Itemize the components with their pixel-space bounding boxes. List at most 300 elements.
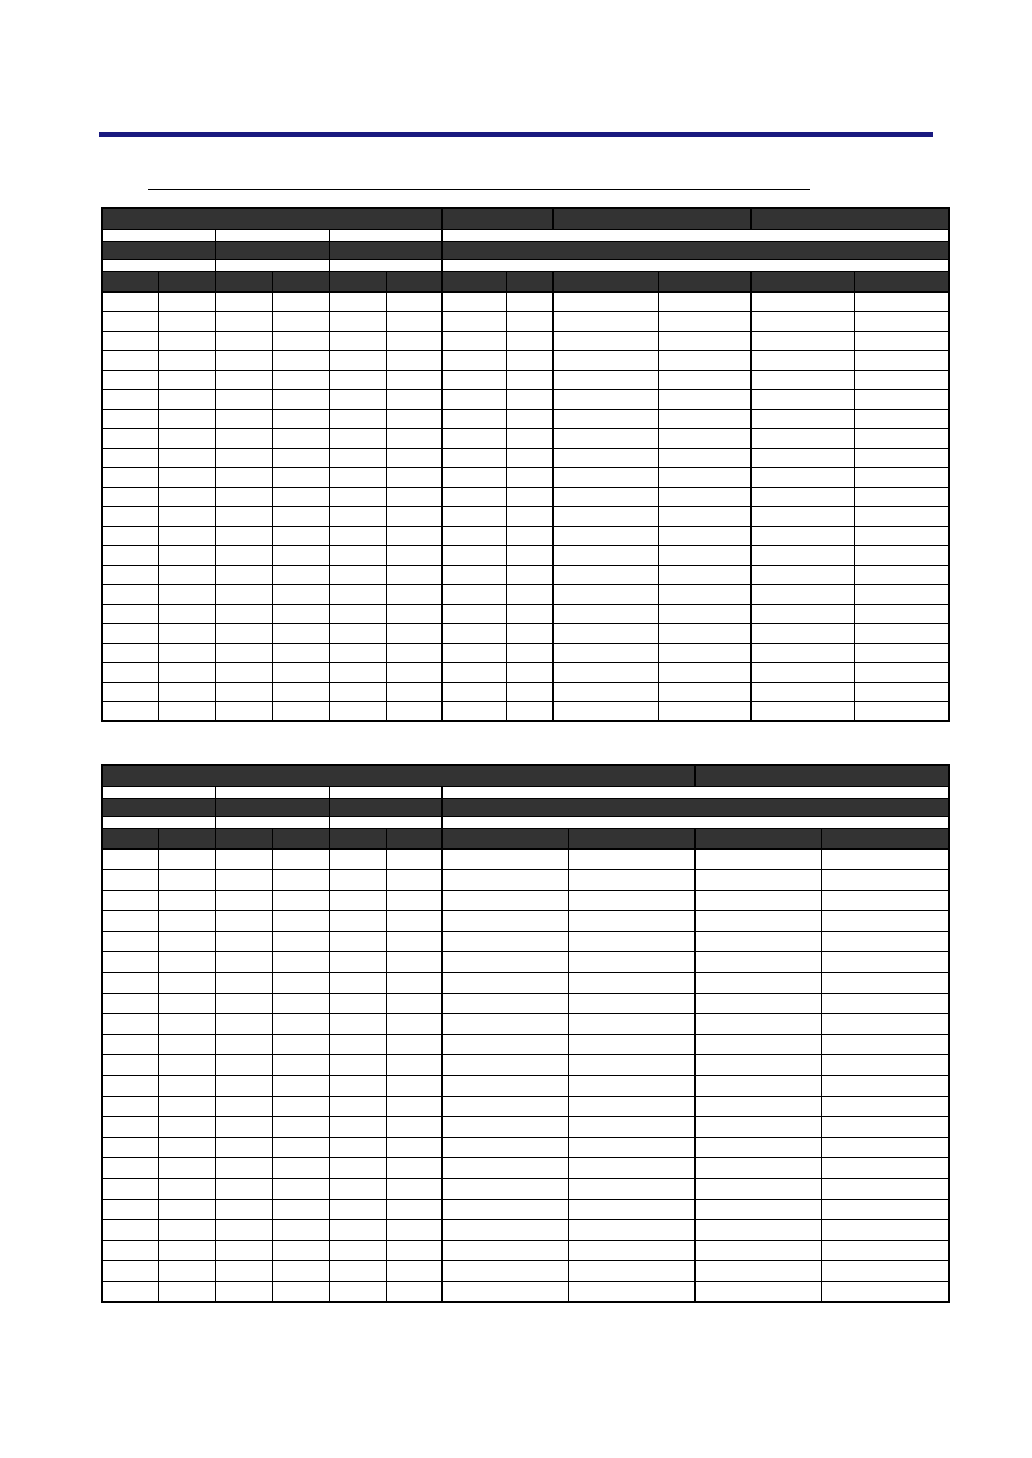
table-cell[interactable] xyxy=(272,429,329,449)
table-cell[interactable] xyxy=(102,507,158,527)
table-cell[interactable] xyxy=(102,585,158,605)
table-cell[interactable] xyxy=(854,507,949,527)
table-cell[interactable] xyxy=(442,663,506,683)
table-cell[interactable] xyxy=(386,1034,442,1055)
table-cell[interactable] xyxy=(442,624,506,644)
table-cell[interactable] xyxy=(329,890,386,911)
table-cell[interactable] xyxy=(329,585,386,605)
table-cell[interactable] xyxy=(272,351,329,371)
table-cell[interactable] xyxy=(386,1158,442,1179)
table-cell[interactable] xyxy=(751,507,854,527)
table-cell[interactable] xyxy=(386,1220,442,1241)
table-cell[interactable] xyxy=(329,1281,386,1302)
table-cell[interactable] xyxy=(215,624,272,644)
table-cell[interactable] xyxy=(329,565,386,585)
table-cell[interactable] xyxy=(158,351,215,371)
table-cell[interactable] xyxy=(158,448,215,468)
table-cell[interactable] xyxy=(215,1034,272,1055)
table-cell[interactable] xyxy=(272,702,329,722)
table-cell[interactable] xyxy=(158,1096,215,1117)
table-cell[interactable] xyxy=(215,931,272,952)
table-cell[interactable] xyxy=(506,526,553,546)
table-cell[interactable] xyxy=(158,1117,215,1138)
table-cell[interactable] xyxy=(329,1076,386,1097)
table-cell[interactable] xyxy=(751,546,854,566)
table-cell[interactable] xyxy=(386,604,442,624)
table-cell[interactable] xyxy=(272,911,329,932)
table-cell[interactable] xyxy=(386,585,442,605)
table-cell[interactable] xyxy=(102,292,158,312)
table-cell[interactable] xyxy=(821,1014,949,1035)
table-cell[interactable] xyxy=(386,409,442,429)
table-cell[interactable] xyxy=(553,682,658,702)
table-cell[interactable] xyxy=(751,585,854,605)
table-cell[interactable] xyxy=(329,526,386,546)
table-cell[interactable] xyxy=(158,973,215,994)
table-cell[interactable] xyxy=(821,1076,949,1097)
table-cell[interactable] xyxy=(695,870,821,891)
table-cell[interactable] xyxy=(158,1014,215,1035)
table-cell[interactable] xyxy=(272,973,329,994)
table-cell[interactable] xyxy=(506,663,553,683)
table-cell[interactable] xyxy=(386,1240,442,1261)
table-cell[interactable] xyxy=(695,1281,821,1302)
table-cell[interactable] xyxy=(821,1158,949,1179)
table-cell[interactable] xyxy=(553,448,658,468)
table-cell[interactable] xyxy=(272,448,329,468)
table-cell[interactable] xyxy=(442,973,568,994)
table-cell[interactable] xyxy=(329,546,386,566)
table-cell[interactable] xyxy=(821,1034,949,1055)
table-cell[interactable] xyxy=(215,292,272,312)
table-cell[interactable] xyxy=(329,911,386,932)
table-cell[interactable] xyxy=(658,643,751,663)
table-cell[interactable] xyxy=(158,487,215,507)
table-cell[interactable] xyxy=(695,1199,821,1220)
table-cell[interactable] xyxy=(329,487,386,507)
table-cell[interactable] xyxy=(386,702,442,722)
table-cell[interactable] xyxy=(102,487,158,507)
table-cell[interactable] xyxy=(658,624,751,644)
table-cell[interactable] xyxy=(506,702,553,722)
table-cell[interactable] xyxy=(329,351,386,371)
table-cell[interactable] xyxy=(215,351,272,371)
table-cell[interactable] xyxy=(442,1117,568,1138)
table-cell[interactable] xyxy=(442,1096,568,1117)
table-cell[interactable] xyxy=(158,429,215,449)
table-cell[interactable] xyxy=(272,487,329,507)
table-cell[interactable] xyxy=(854,682,949,702)
table-cell[interactable] xyxy=(158,526,215,546)
table-cell[interactable] xyxy=(158,1158,215,1179)
table-cell[interactable] xyxy=(102,973,158,994)
table-cell[interactable] xyxy=(215,526,272,546)
table-cell[interactable] xyxy=(658,702,751,722)
table-cell[interactable] xyxy=(215,952,272,973)
table-cell[interactable] xyxy=(442,849,568,870)
table-cell[interactable] xyxy=(568,911,695,932)
table-cell[interactable] xyxy=(854,604,949,624)
table-cell[interactable] xyxy=(821,1137,949,1158)
table-cell[interactable] xyxy=(553,702,658,722)
table-cell[interactable] xyxy=(215,390,272,410)
table-cell[interactable] xyxy=(272,468,329,488)
table-cell[interactable] xyxy=(386,682,442,702)
table-cell[interactable] xyxy=(506,312,553,332)
table-cell[interactable] xyxy=(215,643,272,663)
table-cell[interactable] xyxy=(329,292,386,312)
table-cell[interactable] xyxy=(442,1261,568,1282)
table-cell[interactable] xyxy=(442,1179,568,1200)
table-cell[interactable] xyxy=(102,546,158,566)
table-cell[interactable] xyxy=(553,487,658,507)
table-cell[interactable] xyxy=(568,973,695,994)
table-cell[interactable] xyxy=(506,546,553,566)
table-cell[interactable] xyxy=(329,849,386,870)
table-cell[interactable] xyxy=(158,870,215,891)
table-cell[interactable] xyxy=(386,931,442,952)
table-cell[interactable] xyxy=(442,1199,568,1220)
table-cell[interactable] xyxy=(695,993,821,1014)
table-cell[interactable] xyxy=(854,565,949,585)
table-cell[interactable] xyxy=(272,1199,329,1220)
table-cell[interactable] xyxy=(751,292,854,312)
table-cell[interactable] xyxy=(215,702,272,722)
table-cell[interactable] xyxy=(568,1096,695,1117)
table-cell[interactable] xyxy=(442,1014,568,1035)
table-cell[interactable] xyxy=(329,390,386,410)
table-cell[interactable] xyxy=(215,890,272,911)
table-cell[interactable] xyxy=(506,507,553,527)
table-cell[interactable] xyxy=(442,643,506,663)
table-cell[interactable] xyxy=(442,565,506,585)
table-cell[interactable] xyxy=(442,702,506,722)
table-cell[interactable] xyxy=(658,565,751,585)
table-cell[interactable] xyxy=(568,993,695,1014)
table-cell[interactable] xyxy=(329,973,386,994)
table-cell[interactable] xyxy=(553,331,658,351)
table-cell[interactable] xyxy=(695,1076,821,1097)
table-cell[interactable] xyxy=(506,331,553,351)
table-cell[interactable] xyxy=(158,682,215,702)
table-cell[interactable] xyxy=(102,1076,158,1097)
table-cell[interactable] xyxy=(158,952,215,973)
table-cell[interactable] xyxy=(658,312,751,332)
table-cell[interactable] xyxy=(386,1281,442,1302)
table-cell[interactable] xyxy=(821,1096,949,1117)
table-cell[interactable] xyxy=(695,973,821,994)
table-cell[interactable] xyxy=(658,351,751,371)
table-cell[interactable] xyxy=(272,1261,329,1282)
table-cell[interactable] xyxy=(215,849,272,870)
table-cell[interactable] xyxy=(215,1179,272,1200)
table-cell[interactable] xyxy=(329,1137,386,1158)
table-cell[interactable] xyxy=(158,911,215,932)
table-cell[interactable] xyxy=(386,624,442,644)
table-cell[interactable] xyxy=(215,1199,272,1220)
table-cell[interactable] xyxy=(272,682,329,702)
table-cell[interactable] xyxy=(158,1076,215,1097)
table-cell[interactable] xyxy=(442,487,506,507)
table-cell[interactable] xyxy=(568,1117,695,1138)
table-cell[interactable] xyxy=(442,870,568,891)
table-cell[interactable] xyxy=(158,931,215,952)
table-cell[interactable] xyxy=(329,1240,386,1261)
table-cell[interactable] xyxy=(329,409,386,429)
table-cell[interactable] xyxy=(272,390,329,410)
table-cell[interactable] xyxy=(506,370,553,390)
table-cell[interactable] xyxy=(506,448,553,468)
table-cell[interactable] xyxy=(215,468,272,488)
table-cell[interactable] xyxy=(854,487,949,507)
table-cell[interactable] xyxy=(553,292,658,312)
table-cell[interactable] xyxy=(272,370,329,390)
table-cell[interactable] xyxy=(272,526,329,546)
table-cell[interactable] xyxy=(272,849,329,870)
table-cell[interactable] xyxy=(158,702,215,722)
table-cell[interactable] xyxy=(658,546,751,566)
table-cell[interactable] xyxy=(553,429,658,449)
table-cell[interactable] xyxy=(553,585,658,605)
table-cell[interactable] xyxy=(386,1261,442,1282)
table-cell[interactable] xyxy=(751,409,854,429)
table-cell[interactable] xyxy=(506,565,553,585)
table-cell[interactable] xyxy=(158,1179,215,1200)
table-cell[interactable] xyxy=(215,1261,272,1282)
table-cell[interactable] xyxy=(553,468,658,488)
table-cell[interactable] xyxy=(272,1240,329,1261)
table-cell[interactable] xyxy=(658,292,751,312)
table-cell[interactable] xyxy=(158,1199,215,1220)
table-cell[interactable] xyxy=(568,1034,695,1055)
table-cell[interactable] xyxy=(442,507,506,527)
table-cell[interactable] xyxy=(821,993,949,1014)
table-cell[interactable] xyxy=(695,1220,821,1241)
table-cell[interactable] xyxy=(158,370,215,390)
table-cell[interactable] xyxy=(854,663,949,683)
table-cell[interactable] xyxy=(158,1137,215,1158)
table-cell[interactable] xyxy=(102,890,158,911)
table-cell[interactable] xyxy=(158,663,215,683)
table-cell[interactable] xyxy=(272,565,329,585)
table-cell[interactable] xyxy=(272,331,329,351)
table-cell[interactable] xyxy=(102,1034,158,1055)
table-cell[interactable] xyxy=(821,1117,949,1138)
table-cell[interactable] xyxy=(821,890,949,911)
table-cell[interactable] xyxy=(442,331,506,351)
table-cell[interactable] xyxy=(102,1199,158,1220)
table-cell[interactable] xyxy=(329,993,386,1014)
table-cell[interactable] xyxy=(386,390,442,410)
table-cell[interactable] xyxy=(386,507,442,527)
table-cell[interactable] xyxy=(158,1034,215,1055)
table-cell[interactable] xyxy=(442,1055,568,1076)
table-cell[interactable] xyxy=(658,448,751,468)
table-cell[interactable] xyxy=(751,624,854,644)
table-cell[interactable] xyxy=(102,849,158,870)
table-cell[interactable] xyxy=(751,702,854,722)
table-cell[interactable] xyxy=(695,1158,821,1179)
table-cell[interactable] xyxy=(386,1096,442,1117)
table-cell[interactable] xyxy=(158,507,215,527)
table-cell[interactable] xyxy=(386,526,442,546)
table-cell[interactable] xyxy=(854,526,949,546)
table-cell[interactable] xyxy=(215,1014,272,1035)
table-cell[interactable] xyxy=(442,370,506,390)
table-cell[interactable] xyxy=(751,643,854,663)
table-cell[interactable] xyxy=(442,1034,568,1055)
table-cell[interactable] xyxy=(215,1158,272,1179)
table-cell[interactable] xyxy=(386,993,442,1014)
table-cell[interactable] xyxy=(553,663,658,683)
table-cell[interactable] xyxy=(215,993,272,1014)
table-cell[interactable] xyxy=(215,370,272,390)
table-cell[interactable] xyxy=(386,1055,442,1076)
table-cell[interactable] xyxy=(386,565,442,585)
table-cell[interactable] xyxy=(329,448,386,468)
table-cell[interactable] xyxy=(215,1240,272,1261)
table-cell[interactable] xyxy=(442,448,506,468)
table-cell[interactable] xyxy=(568,1220,695,1241)
table-cell[interactable] xyxy=(854,331,949,351)
table-cell[interactable] xyxy=(854,546,949,566)
table-cell[interactable] xyxy=(215,1055,272,1076)
table-cell[interactable] xyxy=(553,546,658,566)
table-cell[interactable] xyxy=(329,1034,386,1055)
table-cell[interactable] xyxy=(329,370,386,390)
table-cell[interactable] xyxy=(506,487,553,507)
table-cell[interactable] xyxy=(658,468,751,488)
table-cell[interactable] xyxy=(442,546,506,566)
table-cell[interactable] xyxy=(386,663,442,683)
table-cell[interactable] xyxy=(568,1158,695,1179)
table-cell[interactable] xyxy=(553,565,658,585)
table-cell[interactable] xyxy=(751,370,854,390)
table-cell[interactable] xyxy=(695,1137,821,1158)
table-cell[interactable] xyxy=(695,952,821,973)
table-cell[interactable] xyxy=(272,1281,329,1302)
table-cell[interactable] xyxy=(329,331,386,351)
table-cell[interactable] xyxy=(272,643,329,663)
table-cell[interactable] xyxy=(386,973,442,994)
table-cell[interactable] xyxy=(695,1179,821,1200)
table-cell[interactable] xyxy=(329,1158,386,1179)
table-cell[interactable] xyxy=(158,643,215,663)
table-cell[interactable] xyxy=(658,331,751,351)
table-cell[interactable] xyxy=(158,1281,215,1302)
table-cell[interactable] xyxy=(102,565,158,585)
table-cell[interactable] xyxy=(158,565,215,585)
table-cell[interactable] xyxy=(272,312,329,332)
table-cell[interactable] xyxy=(442,890,568,911)
table-cell[interactable] xyxy=(386,1179,442,1200)
table-cell[interactable] xyxy=(329,1117,386,1138)
table-cell[interactable] xyxy=(102,1261,158,1282)
table-cell[interactable] xyxy=(854,409,949,429)
table-cell[interactable] xyxy=(751,351,854,371)
table-cell[interactable] xyxy=(102,993,158,1014)
table-cell[interactable] xyxy=(272,931,329,952)
table-cell[interactable] xyxy=(751,663,854,683)
table-cell[interactable] xyxy=(102,1220,158,1241)
table-cell[interactable] xyxy=(506,390,553,410)
table-cell[interactable] xyxy=(821,1281,949,1302)
table-cell[interactable] xyxy=(386,911,442,932)
table-cell[interactable] xyxy=(386,312,442,332)
table-cell[interactable] xyxy=(695,1261,821,1282)
table-cell[interactable] xyxy=(506,604,553,624)
table-cell[interactable] xyxy=(158,390,215,410)
table-cell[interactable] xyxy=(386,849,442,870)
table-cell[interactable] xyxy=(215,1281,272,1302)
table-cell[interactable] xyxy=(658,429,751,449)
table-cell[interactable] xyxy=(568,1137,695,1158)
table-cell[interactable] xyxy=(329,931,386,952)
table-cell[interactable] xyxy=(553,604,658,624)
table-cell[interactable] xyxy=(568,931,695,952)
table-cell[interactable] xyxy=(215,565,272,585)
table-cell[interactable] xyxy=(821,973,949,994)
table-cell[interactable] xyxy=(102,952,158,973)
table-cell[interactable] xyxy=(215,973,272,994)
table-cell[interactable] xyxy=(568,890,695,911)
table-cell[interactable] xyxy=(695,1096,821,1117)
table-cell[interactable] xyxy=(386,643,442,663)
table-cell[interactable] xyxy=(821,952,949,973)
table-cell[interactable] xyxy=(272,1034,329,1055)
table-cell[interactable] xyxy=(568,870,695,891)
table-cell[interactable] xyxy=(329,604,386,624)
table-cell[interactable] xyxy=(553,370,658,390)
table-cell[interactable] xyxy=(695,1055,821,1076)
table-cell[interactable] xyxy=(102,624,158,644)
table-cell[interactable] xyxy=(442,952,568,973)
table-cell[interactable] xyxy=(695,1034,821,1055)
table-cell[interactable] xyxy=(442,468,506,488)
table-cell[interactable] xyxy=(442,682,506,702)
table-cell[interactable] xyxy=(102,1179,158,1200)
table-cell[interactable] xyxy=(215,682,272,702)
table-cell[interactable] xyxy=(751,682,854,702)
table-cell[interactable] xyxy=(329,663,386,683)
table-cell[interactable] xyxy=(102,351,158,371)
table-cell[interactable] xyxy=(102,331,158,351)
table-cell[interactable] xyxy=(442,1076,568,1097)
table-cell[interactable] xyxy=(442,1240,568,1261)
table-cell[interactable] xyxy=(102,1055,158,1076)
table-cell[interactable] xyxy=(442,993,568,1014)
table-cell[interactable] xyxy=(272,1096,329,1117)
table-cell[interactable] xyxy=(854,351,949,371)
table-cell[interactable] xyxy=(329,870,386,891)
table-cell[interactable] xyxy=(568,849,695,870)
table-cell[interactable] xyxy=(442,604,506,624)
table-cell[interactable] xyxy=(329,952,386,973)
table-cell[interactable] xyxy=(158,890,215,911)
table-cell[interactable] xyxy=(568,1014,695,1035)
table-cell[interactable] xyxy=(695,890,821,911)
table-cell[interactable] xyxy=(854,585,949,605)
table-cell[interactable] xyxy=(329,682,386,702)
table-cell[interactable] xyxy=(329,643,386,663)
table-cell[interactable] xyxy=(158,624,215,644)
table-cell[interactable] xyxy=(158,1055,215,1076)
table-cell[interactable] xyxy=(215,487,272,507)
table-cell[interactable] xyxy=(102,1137,158,1158)
table-cell[interactable] xyxy=(272,604,329,624)
table-cell[interactable] xyxy=(751,390,854,410)
table-cell[interactable] xyxy=(329,702,386,722)
